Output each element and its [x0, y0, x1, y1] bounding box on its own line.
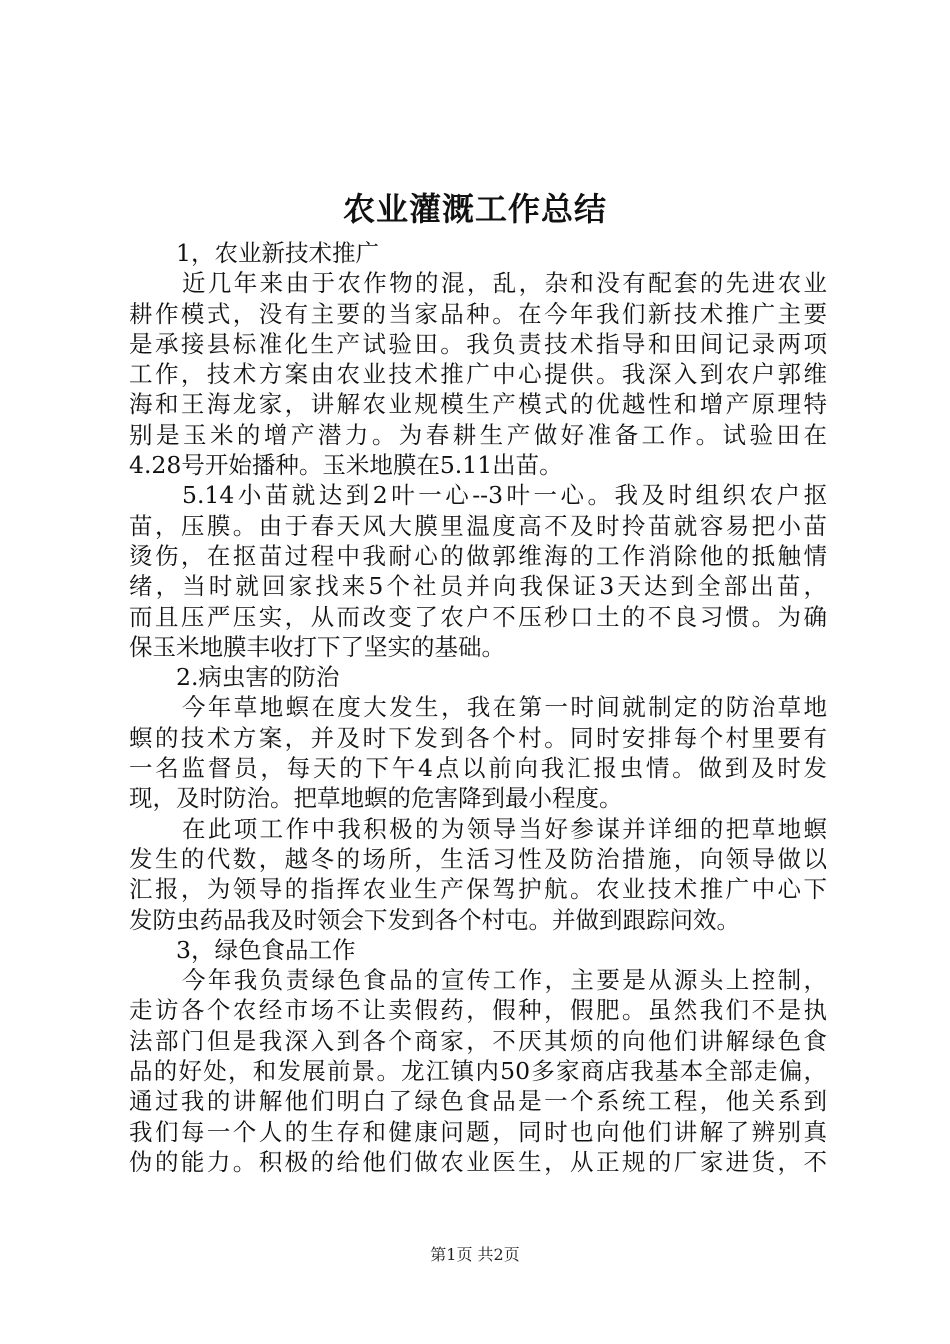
text-line: 近几年来由于农作物的混，乱，杂和没有配套的先进农业 — [182, 269, 827, 298]
text-line: 海和王海龙家，讲解农业规模生产模式的优越性和增产原理特 — [129, 390, 827, 419]
section-heading: 1，农业新技术推广 — [176, 239, 379, 267]
text-line: 苗，压膜。由于春天风大膜里温度高不及时拎苗就容易把小苗 — [129, 511, 827, 540]
text-line: 4.28号开始播种。玉米地膜在5.11出苗。 — [129, 451, 563, 480]
text-line: 走访各个农经市场不让卖假药，假种，假肥。虽然我们不是执 — [129, 996, 827, 1025]
text-line: 工作，技术方案由农业技术推广中心提供。我深入到农户郭维 — [129, 360, 827, 389]
text-line: 发生的代数，越冬的场所，生活习性及防治措施，向领导做以 — [129, 844, 827, 873]
section-heading: 2.病虫害的防治 — [176, 663, 340, 692]
text-line: 通过我的讲解他们明白了绿色食品是一个系统工程，他关系到 — [129, 1087, 827, 1116]
text-line: 发防虫药品我及时领会下发到各个村屯。并做到跟踪问效。 — [129, 905, 740, 934]
text-line: 今年我负责绿色食品的宣传工作，主要是从源头上控制， — [182, 966, 827, 995]
document-body — [129, 238, 827, 1177]
text-line: 品的好处，和发展前景。龙江镇内50多家商店我基本全部走偏， — [129, 1057, 827, 1086]
text-line: 而且压严压实，从而改变了农户不压秒口土的不良习惯。为确 — [129, 602, 827, 631]
document-title: 农业灌溉工作总结 — [342, 190, 607, 228]
text-line: 烫伤，在抠苗过程中我耐心的做郭维海的工作消除他的抵触情 — [129, 541, 827, 570]
text-line: 别是玉米的增产潜力。为春耕生产做好准备工作。试验田在 — [129, 420, 827, 449]
text-line: 伪的能力。积极的给他们做农业医生，从正规的厂家进货，不 — [129, 1147, 827, 1176]
text-line: 绪，当时就回家找来5个社员并向我保证3天达到全部出苗， — [129, 572, 827, 601]
text-line: 保玉米地膜丰收打下了坚实的基础。 — [129, 632, 505, 661]
text-line: 我们每一个人的生存和健康问题，同时也向他们讲解了辨别真 — [129, 1117, 827, 1146]
page-footer: 第1页 共2页 — [430, 1245, 520, 1264]
text-line: 螟的技术方案，并及时下发到各个村。同时安排每个村里要有 — [129, 723, 827, 752]
text-line: 在此项工作中我积极的为领导当好参谋并详细的把草地螟 — [182, 814, 827, 843]
section-heading: 3，绿色食品工作 — [176, 935, 356, 964]
text-line: 是承接县标准化生产试验田。我负责技术指导和田间记录两项 — [129, 329, 827, 358]
text-line: 一名监督员，每天的下午4点以前向我汇报虫情。做到及时发 — [129, 754, 827, 783]
text-line: 5.14小苗就达到2叶一心--3叶一心。我及时组织农户抠 — [182, 481, 827, 510]
text-line: 法部门但是我深入到各个商家，不厌其烦的向他们讲解绿色食 — [129, 1026, 827, 1055]
text-line: 今年草地螟在度大发生，我在第一时间就制定的防治草地 — [182, 693, 827, 722]
text-line: 耕作模式，没有主要的当家品种。在今年我们新技术推广主要 — [129, 299, 827, 328]
text-line: 现，及时防治。把草地螟的危害降到最小程度。 — [129, 784, 623, 813]
text-line: 汇报，为领导的指挥农业生产保驾护航。农业技术推广中心下 — [129, 875, 827, 904]
